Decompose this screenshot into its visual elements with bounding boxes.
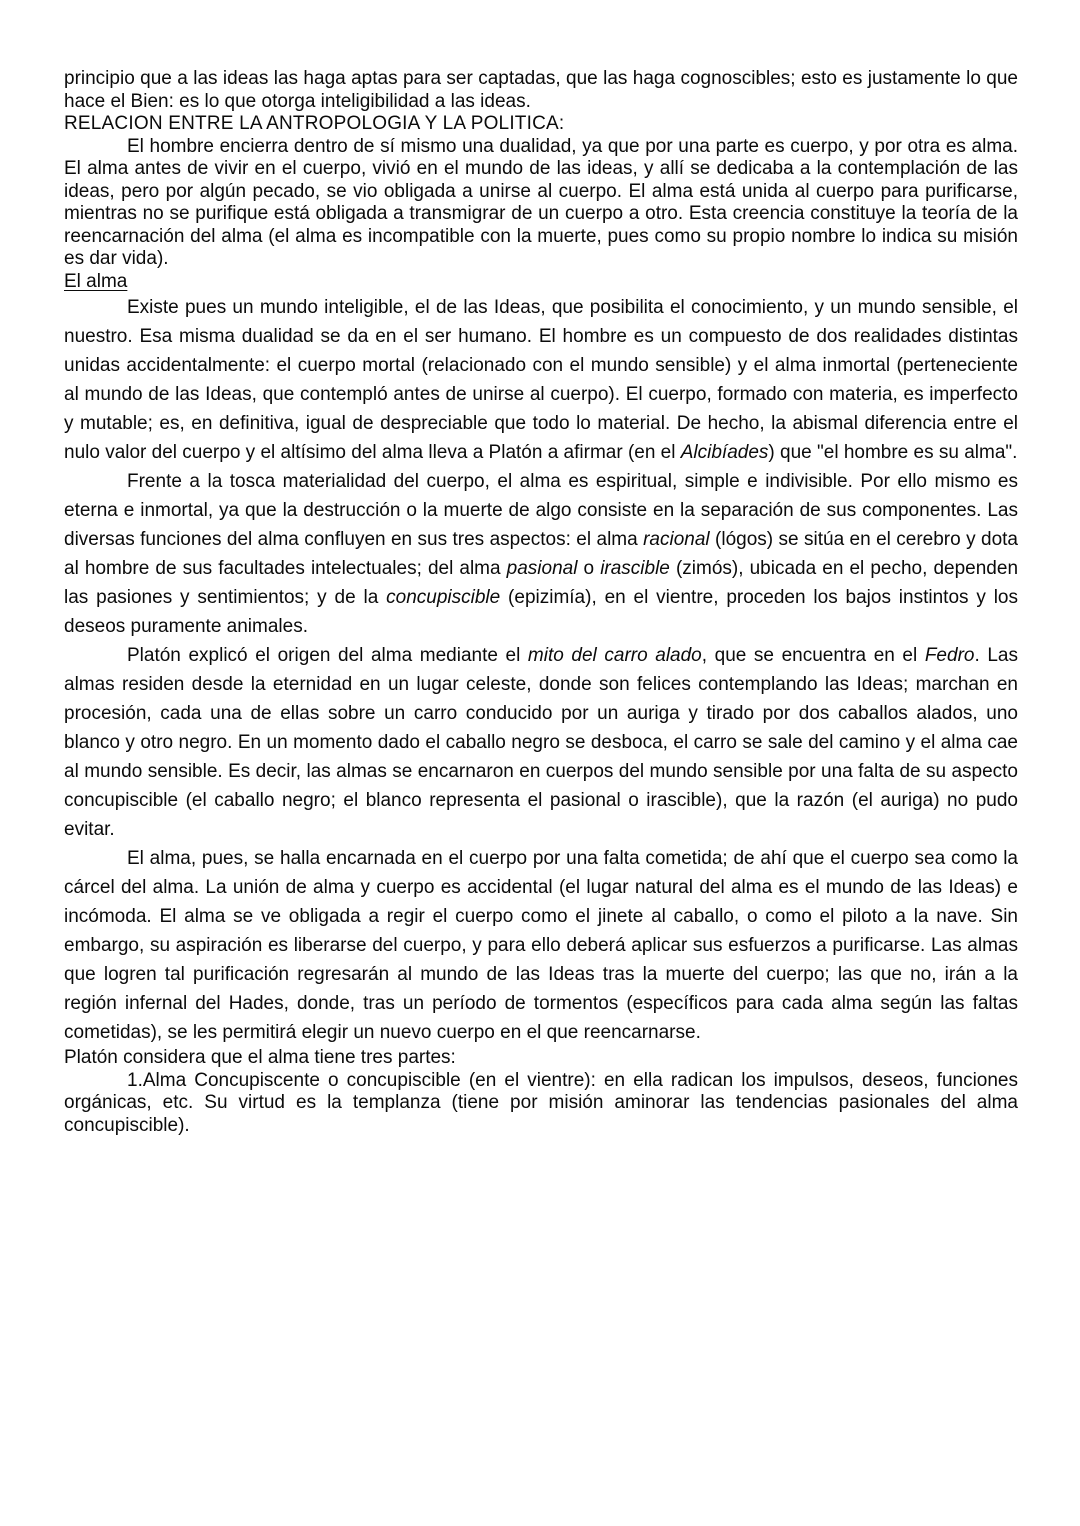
paragraph-hombre-dualidad: El hombre encierra dentro de sí mismo una dualidad, ya que por una parte es cuerpo, y por otra es alma. El alma antes de vivir en el cuerpo, vivió en el mundo de las ideas, y allí se dedicaba a la contemplación de las ideas, pero por algún pecado, se vio obligada a unirse al cuerpo. El alma está unida al cuerpo para purificarse, mientras no se purifique está obligada a transmigrar de un cuerpo a otro. Esta creencia constituye la teoría de la reencarnación del alma (el alma es incompatible con la muerte, pues como su propio nombre lo indica su misión es dar vida). <box>64 135 1018 269</box>
text-run: . Las almas residen desde la eternidad en un lugar celeste, donde son felices contemplando las Ideas; marchan en procesión, cada una de ellas sobre un carro conducido por un auriga y tirado por dos caballos alados, uno blanco y otro negro. En un momento dado el caballo negro se desboca, el carro se sale del camino y el alma cae al mundo sensible. Es decir, las almas se encarnaron en cuerpos del mundo sensible por una falta de su aspecto concupiscible (el caballo negro; el blanco representa el pasional o irascible), que la razón (el auriga) no pudo evitar. <box>64 645 1018 840</box>
italic-term-pasional: pasional <box>506 558 578 579</box>
text-run: (zimós), ubicada en el pecho, dependen las pasiones y sentimientos; y de la <box>64 558 1019 608</box>
italic-term-concupiscible: concupiscible <box>386 587 501 608</box>
text-run: o <box>577 558 601 579</box>
text-run: Frente a la tosca materialidad del cuerpo, el alma es espiritual, simple e indivisible. Por ello mismo es eterna e inmortal, ya que la destrucción o la muerte de algo consiste en la separación de sus componentes. Las diversas funciones del alma confluyen en sus tres aspectos: el alma <box>64 471 1018 550</box>
italic-term-mito-carro-alado: mito del carro alado <box>527 645 702 666</box>
text-run: , que se encuentra en el <box>701 645 925 666</box>
paragraph-mito-carro-alado <box>64 641 1018 844</box>
text-run: Existe pues un mundo inteligible, el de las Ideas, que posibilita el conocimiento, y un mundo sensible, el nuestro. Esa misma dualidad se da en el ser humano. El hombre es un compuesto de dos realidades distintas unidas accidentalmente: el cuerpo mortal (relacionado con el mundo sensible) y el alma inmortal (perteneciente al mundo de las Ideas, que contempló antes de unirse al cuerpo). El cuerpo, formado con materia, es imperfecto y mutable; es, en definitiva, igual de despreciable que todo lo material. De hecho, la abismal diferencia entre el nulo valor del cuerpo y el altísimo del alma lleva a Platón a afirmar (en el <box>64 297 1018 463</box>
italic-term-racional: racional <box>643 529 710 550</box>
paragraph-tres-partes-intro: Platón considera que el alma tiene tres partes: <box>64 1047 456 1068</box>
text-run: Platón explicó el origen del alma mediante el <box>127 645 528 666</box>
italic-title-fedro: Fedro <box>924 645 975 666</box>
paragraph-tres-aspectos-alma <box>64 467 1018 641</box>
text-run: (lógos) se sitúa en el cerebro y dota al hombre de sus facultades intelectuales; del alma <box>64 529 1018 579</box>
paragraph-mundo-inteligible <box>64 293 1018 467</box>
italic-title-alcibiades: Alcibíades <box>680 442 769 463</box>
section-heading-relacion-antropologia-politica: RELACION ENTRE LA ANTROPOLOGIA Y LA POLITICA: <box>64 113 565 134</box>
paragraph-carcel-del-alma: El alma, pues, se halla encarnada en el cuerpo por una falta cometida; de ahí que el cuerpo sea como la cárcel del alma. La unión de alma y cuerpo es accidental (el lugar natural del alma es el mundo de las Ideas) e incómoda. El alma se ve obligada a regir el cuerpo como el jinete al caballo, o como el piloto a la nave. Sin embargo, su aspiración es liberarse del cuerpo, y para ello deberá aplicar sus esfuerzos a purificarse. Las almas que logren tal purificación regresarán al mundo de las Ideas tras la muerte del cuerpo; las que no, irán a la región infernal del Hades, donde, tras un período de tormentos (específicos para cada alma según las faltas cometidas), se les permitirá elegir un nuevo cuerpo en el que reencarnarse. <box>64 848 1018 1043</box>
paragraph-alma-concupiscente: 1.Alma Concupiscente o concupiscible (en el vientre): en ella radican los impulsos, deseos, funciones orgánicas, etc. Su virtud es la templanza (tiene por misión aminorar las tendencias pasionales del alma concupiscible). <box>64 1069 1018 1136</box>
text-run: (epizimía), en el vientre, proceden los bajos instintos y los deseos puramente animales. <box>64 587 1018 637</box>
italic-term-irascible: irascible <box>600 558 670 579</box>
section-heading-el-alma: El alma <box>64 270 128 292</box>
paragraph-intro-bien: principio que a las ideas las haga aptas para ser captadas, que las haga cognoscibles; esto es justamente lo que hace el Bien: es lo que otorga inteligibilidad a las ideas. <box>64 68 1018 112</box>
text-run: ) que "el hombre es su alma". <box>768 442 1018 463</box>
